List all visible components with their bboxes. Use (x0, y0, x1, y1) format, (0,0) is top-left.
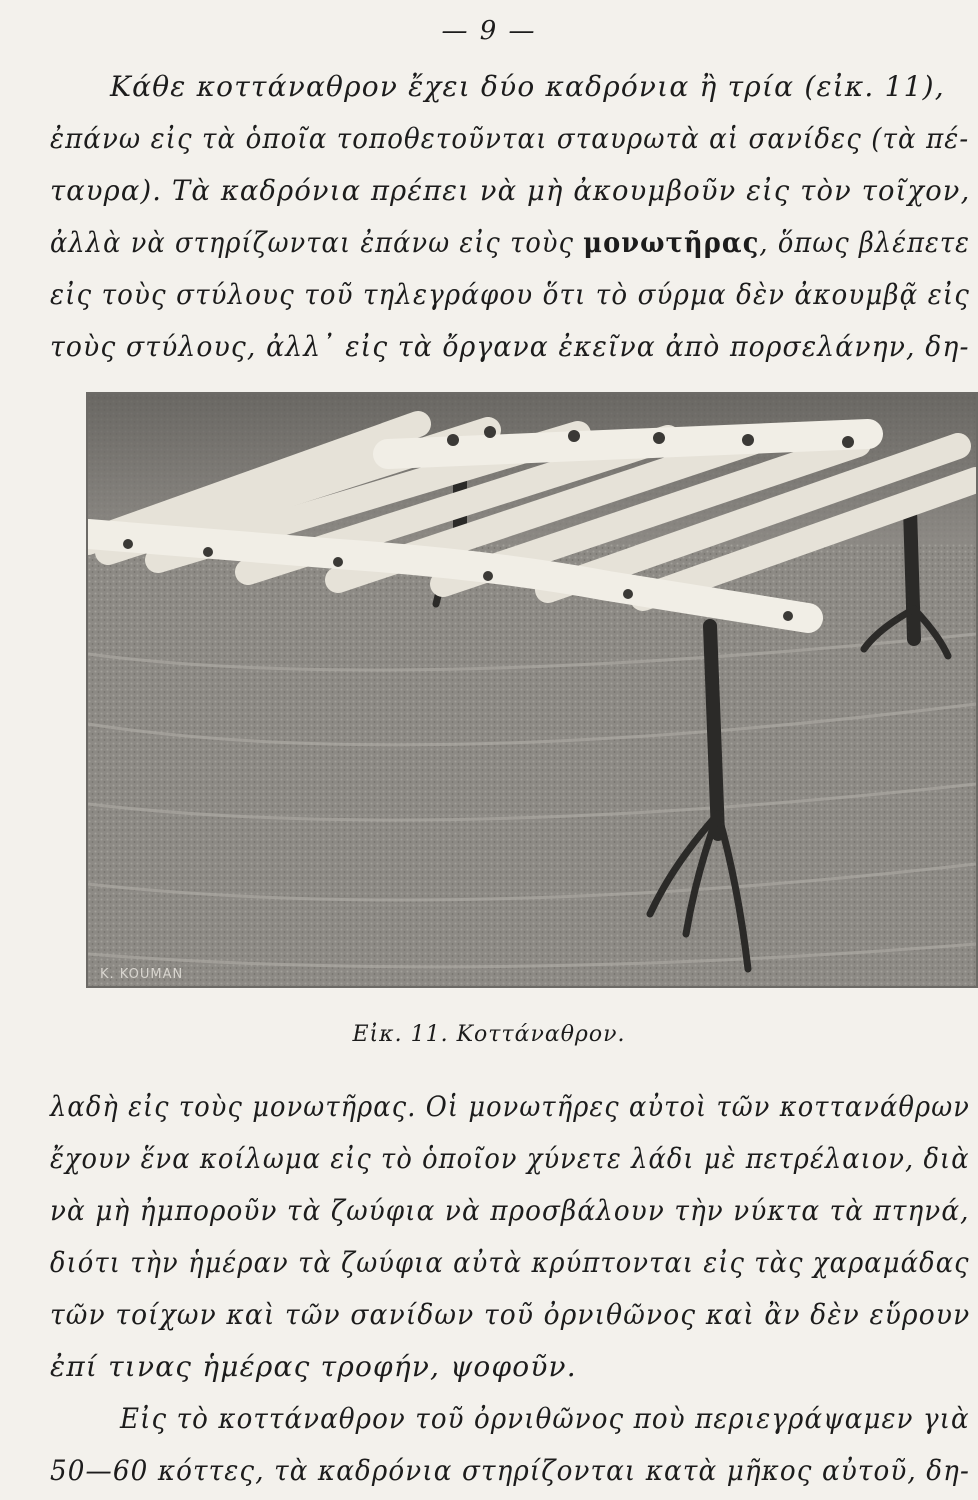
roost-photograph (86, 392, 978, 988)
text-line (50, 226, 970, 259)
bold-term: μονωτῆρας (583, 226, 760, 259)
text-line: εἰς τοὺς στύλους τοῦ τηλεγράφου ὅτι τὸ σύρμα δὲν ἀκουμβᾷ εἰς (50, 278, 970, 311)
text-line-head: ἀλλὰ νὰ στηρίζωνται ἐπάνω εἰς τοὺς (50, 226, 575, 259)
text-line: λαδὴ εἰς τοὺς μονωτῆρας. Οἱ μονωτῆρες αὐτοὶ τῶν κοττανάθρων (50, 1090, 970, 1123)
figure-caption: Εἰκ. 11. Κοττάναθρον. (352, 1022, 626, 1047)
photo-illustration (88, 394, 976, 986)
text-line: Κάθε κοττάναθρον ἔχει δύο καδρόνια ἢ τρία (εἰκ. 11), (110, 70, 945, 103)
text-line: ταυρα). Τὰ καδρόνια πρέπει νὰ μὴ ἀκουμβοῦν εἰς τὸν τοῖχον, (50, 174, 971, 207)
text-line: διότι τὴν ἡμέραν τὰ ζωύφια αὐτὰ κρύπτονται εἰς τὰς χαραμάδας (50, 1246, 970, 1279)
photo-credit: K. KOUMAN (100, 967, 184, 982)
text-line: ἐπάνω εἰς τὰ ὁποῖα τοποθετοῦνται σταυρωτὰ αἱ σανίδες (τὰ πέ- (50, 122, 970, 155)
text-line: τοὺς στύλους, ἀλλ᾽ εἰς τὰ ὄργανα ἐκεῖνα ἀπὸ πορσελάνην, δη- (50, 330, 970, 363)
text-line: νὰ μὴ ἠμποροῦν τὰ ζωύφια νὰ προσβάλουν τὴν νύκτα τὰ πτηνά, (50, 1194, 970, 1227)
text-line: ἔχουν ἕνα κοίλωμα εἰς τὸ ὁποῖον χύνετε λάδι μὲ πετρέλαιον, διὰ (50, 1142, 970, 1175)
text-line: ἐπί τινας ἡμέρας τροφήν, ψοφοῦν. (50, 1350, 577, 1383)
text-line: τῶν τοίχων καὶ τῶν σανίδων τοῦ ὀρνιθῶνος καὶ ἂν δὲν εὕρουν (50, 1298, 971, 1331)
page-number: — 9 — (441, 16, 537, 46)
text-line-tail: , ὅπως βλέπετε (759, 226, 971, 259)
text-line: 50—60 κόττες, τὰ καδρόνια στηρίζονται κατὰ μῆκος αὐτοῦ, δη- (50, 1454, 970, 1487)
text-line: Εἰς τὸ κοττάναθρον τοῦ ὀρνιθῶνος ποὺ περιεγράψαμεν γιὰ (120, 1402, 970, 1435)
